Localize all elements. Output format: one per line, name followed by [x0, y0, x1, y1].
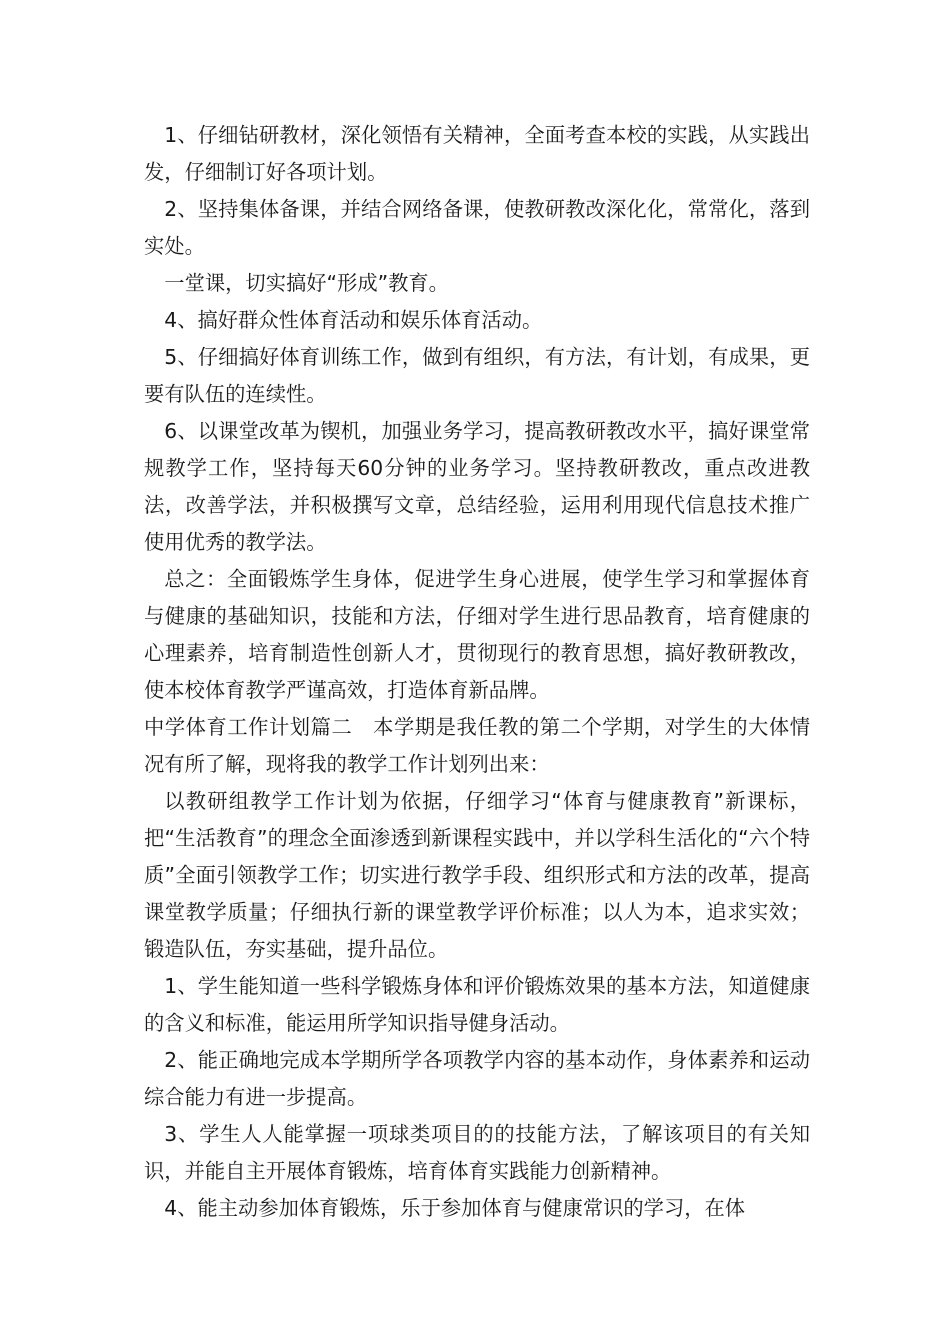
paragraph-goal-2: 2、能正确地完成本学期所学各项教学内容的基本动作，身体素养和运动综合能力有进一步提高。 — [144, 1048, 810, 1109]
paragraph-goal-1: 1、学生能知道一些科学锻炼身体和评价锻炼效果的基本方法，知道健康的含义和标准，能运用所学知识指导健身活动。 — [144, 974, 810, 1035]
paragraph-4: 4、搞好群众性体育活动和娱乐体育活动。 — [164, 308, 543, 332]
paragraph-2: 2、坚持集体备课，并结合网络备课，使教研教改深化化，常常化，落到实处。 — [144, 197, 810, 258]
section-heading-paragraph: 中学体育工作计划篇二 本学期是我任教的第二个学期，对学生的大体情况有所了解，现将我的教学工作计划列出来： — [144, 715, 810, 776]
paragraph-goal-4: 4、能主动参加体育锻炼，乐于参加体育与健康常识的学习，在体 — [164, 1196, 746, 1220]
paragraph-summary: 总之：全面锻炼学生身体，促进学生身心进展，使学生学习和掌握体育与健康的基础知识，技能和方法，仔细对学生进行思品教育，培育健康的心理素养，培育制造性创新人才，贯彻现行的教育思想，搞好教研教改，使本校体育教学严谨高效，打造体育新品牌。 — [144, 567, 810, 702]
paragraph-goal-3: 3、学生人人能掌握一项球类项目的的技能方法，了解该项目的有关知识，并能自主开展体育锻炼，培育体育实践能力创新精神。 — [144, 1122, 810, 1183]
paragraph-guideline: 以教研组教学工作计划为依据，仔细学习“体育与健康教育”新课标，把“生活教育”的理念全面渗透到新课程实践中，并以学科生活化的“六个特质”全面引领教学工作；切实进行教学手段、组织形式和方法的改革，提高课堂教学质量；仔细执行新的课堂教学评价标准；以人为本，追求实效；锻造队伍，夯实基础，提升品位。 — [144, 789, 810, 961]
document-body — [144, 117, 810, 1227]
paragraph-1: 1、仔细钻研教材，深化领悟有关精神，全面考查本校的实践，从实践出发，仔细制订好各项计划。 — [144, 123, 810, 184]
paragraph-3: 一堂课，切实搞好“形成”教育。 — [164, 271, 449, 295]
paragraph-6: 6、以课堂改革为锲机，加强业务学习，提高教研教改水平，搞好课堂常规教学工作，坚持每天60分钟的业务学习。坚持教研教改，重点改进教法，改善学法，并积极撰写文章，总结经验，运用利用现代信息技术推广使用优秀的教学法。 — [144, 419, 810, 554]
paragraph-5: 5、仔细搞好体育训练工作，做到有组织，有方法，有计划，有成果，更要有队伍的连续性。 — [144, 345, 810, 406]
